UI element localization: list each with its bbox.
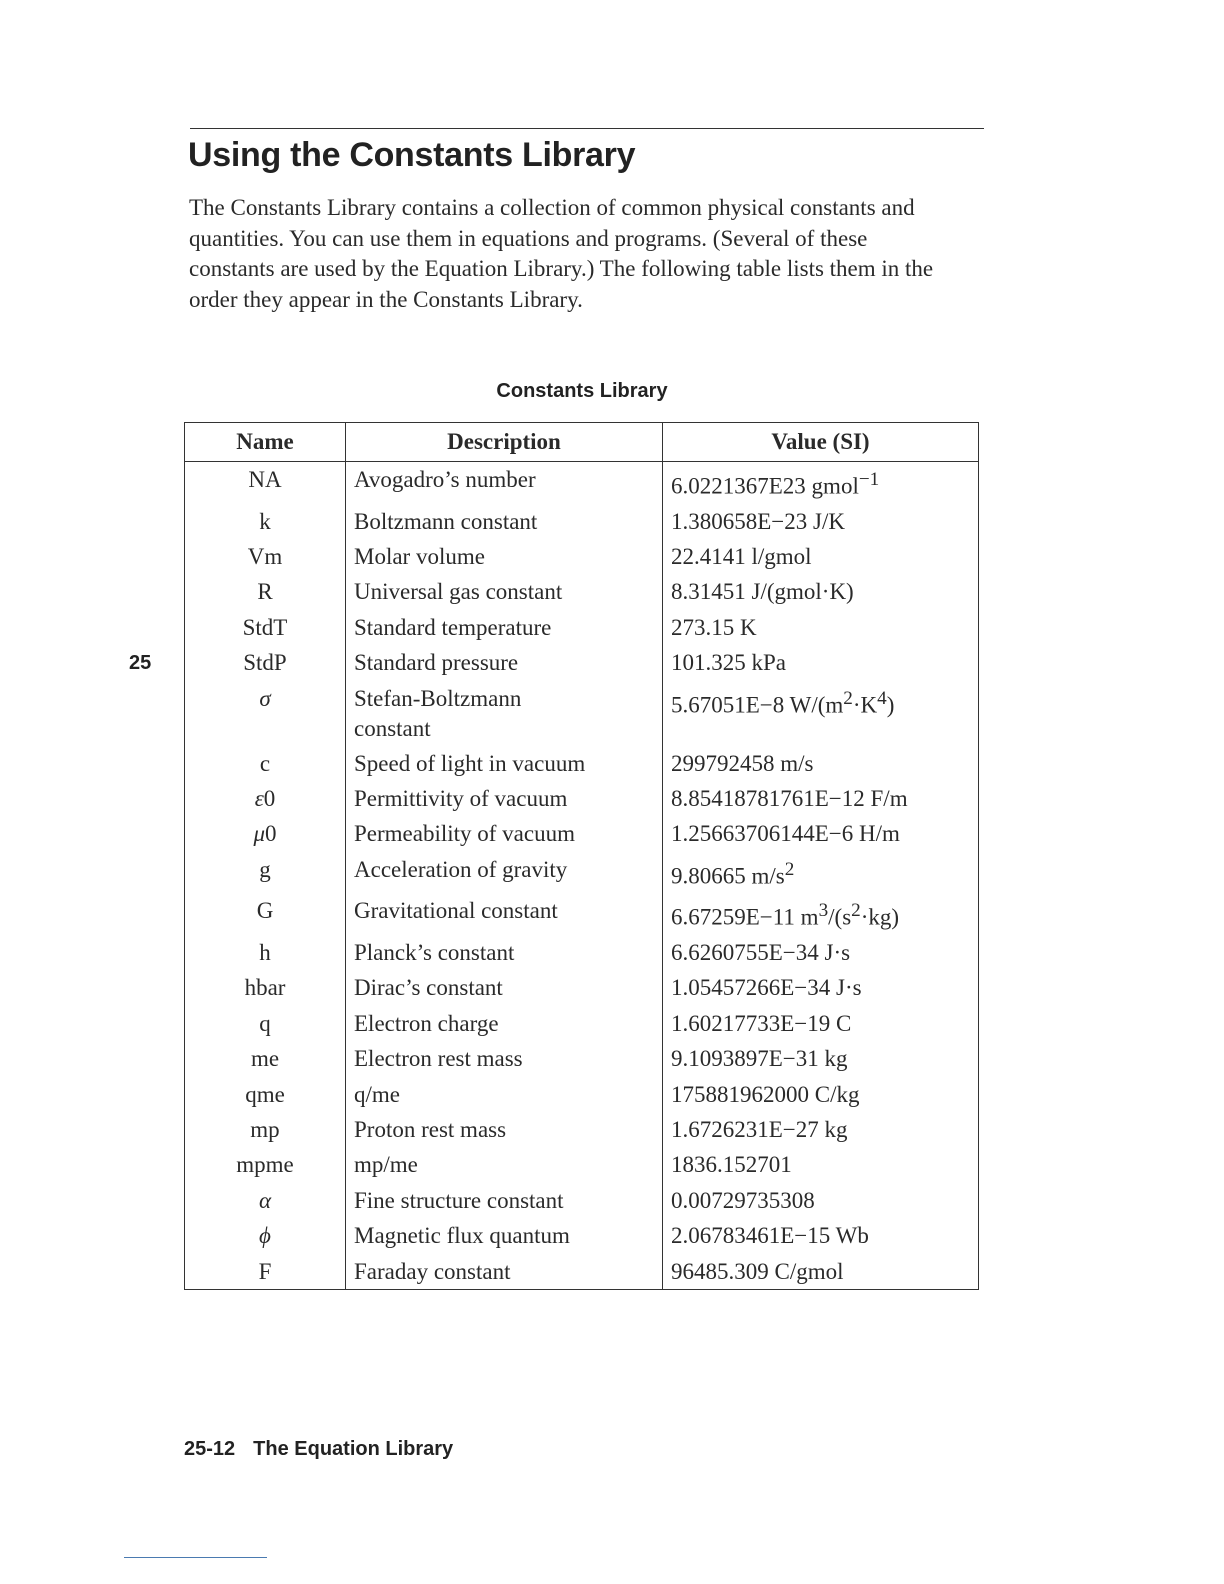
constant-description: Proton rest mass bbox=[346, 1112, 663, 1147]
constant-value: 1.6726231E−27 kg bbox=[663, 1112, 979, 1147]
table-row bbox=[185, 1006, 979, 1041]
constant-value: 96485.309 C/gmol bbox=[663, 1254, 979, 1290]
constant-value: 1.05457266E−34 J·s bbox=[663, 970, 979, 1005]
constant-value: 2.06783461E−15 Wb bbox=[663, 1218, 979, 1253]
table-header-row bbox=[185, 423, 979, 462]
page-title: Using the Constants Library bbox=[188, 136, 636, 174]
constant-description: Electron rest mass bbox=[346, 1041, 663, 1076]
constant-value: 8.31451 J/(gmol·K) bbox=[663, 574, 979, 609]
constant-name: R bbox=[257, 579, 273, 605]
constant-value: 273.15 K bbox=[663, 610, 979, 645]
constant-description: Stefan-Boltzmann constant bbox=[346, 681, 663, 746]
table-row bbox=[185, 1147, 979, 1182]
header-name: Name bbox=[185, 423, 346, 462]
constant-value: 1836.152701 bbox=[663, 1147, 979, 1182]
constant-name: q bbox=[259, 1010, 271, 1036]
table-row bbox=[185, 893, 979, 935]
constant-description: q/me bbox=[346, 1077, 663, 1112]
table-row bbox=[185, 816, 979, 851]
constant-name: me bbox=[250, 1046, 280, 1072]
constant-description: Acceleration of gravity bbox=[346, 852, 663, 894]
page-footer bbox=[184, 1438, 453, 1461]
constant-name: G bbox=[256, 898, 274, 924]
constant-value: 8.85418781761E−12 F/m bbox=[663, 781, 979, 816]
constant-name: NA bbox=[248, 467, 282, 492]
constant-name: μ0 bbox=[253, 821, 277, 847]
constant-name: StdP bbox=[243, 650, 287, 676]
constant-name: ϕ bbox=[259, 1223, 271, 1249]
constant-description: Permittivity of vacuum bbox=[346, 781, 663, 816]
table-row bbox=[185, 781, 979, 816]
constant-description: Boltzmann constant bbox=[346, 504, 663, 539]
footer-title: The Equation Library bbox=[253, 1438, 454, 1460]
constant-name: StdT bbox=[242, 614, 288, 640]
constant-description: Fine structure constant bbox=[346, 1183, 663, 1218]
constant-value: 175881962000 C/kg bbox=[663, 1077, 979, 1112]
table-row bbox=[185, 462, 979, 504]
table-row bbox=[185, 1041, 979, 1076]
constant-value: 1.25663706144E−6 H/m bbox=[663, 816, 979, 851]
constant-value: 299792458 m/s bbox=[663, 746, 979, 781]
constant-description: Standard temperature bbox=[346, 610, 663, 645]
constant-value: 0.00729735308 bbox=[663, 1183, 979, 1218]
table-row bbox=[185, 1077, 979, 1112]
constant-value: 6.67259E−11 $m^3/(s^2\cdot kg)$ bbox=[663, 893, 979, 935]
constant-name: c bbox=[259, 750, 271, 776]
table-row bbox=[185, 1254, 979, 1290]
table-row bbox=[185, 539, 979, 574]
table-caption: Constants Library bbox=[496, 380, 668, 402]
constant-name: mpme bbox=[236, 1152, 294, 1178]
table-row bbox=[185, 970, 979, 1005]
constant-description: Electron charge bbox=[346, 1006, 663, 1041]
constant-name: α bbox=[258, 1187, 272, 1213]
constant-description: Standard pressure bbox=[346, 645, 663, 680]
constant-value: 9.1093897E−31 kg bbox=[663, 1041, 979, 1076]
intro-paragraph: The Constants Library contains a collection of common physical constants and quantities. You can use them in equations and programs. (Several of these constants are used by the Equation Library.) The following table lists them in the order they appear in the Constants Library. bbox=[189, 195, 934, 312]
constant-description: Dirac’s constant bbox=[346, 970, 663, 1005]
table-row bbox=[185, 1183, 979, 1218]
constant-description: Permeability of vacuum bbox=[346, 816, 663, 851]
constant-description: Universal gas constant bbox=[346, 574, 663, 609]
constant-description: Molar volume bbox=[346, 539, 663, 574]
constant-name: qme bbox=[245, 1081, 285, 1107]
constant-value: 9.80665 $m/s^2$ bbox=[663, 852, 979, 894]
constant-value: 1.60217733E−19 C bbox=[663, 1006, 979, 1041]
constant-name: hbar bbox=[244, 975, 286, 1001]
table-row bbox=[185, 504, 979, 539]
constant-value: 101.325 kPa bbox=[663, 645, 979, 680]
scan-edge-line bbox=[124, 1557, 267, 1558]
constants-table bbox=[184, 422, 979, 1290]
table-row bbox=[185, 645, 979, 680]
constant-name: h bbox=[259, 940, 271, 966]
constant-name: F bbox=[258, 1258, 272, 1284]
top-rule bbox=[190, 128, 984, 129]
constant-description: Faraday constant bbox=[346, 1254, 663, 1290]
chapter-tab: 25 bbox=[129, 652, 152, 674]
constant-name: σ bbox=[259, 685, 271, 711]
constant-description: Gravitational constant bbox=[346, 893, 663, 935]
constant-name: Vm bbox=[247, 544, 283, 570]
constant-value: 1.380658E−23 J/K bbox=[663, 504, 979, 539]
table-row bbox=[185, 852, 979, 894]
footer-page-number: 25-12 bbox=[184, 1438, 236, 1460]
constant-description: mp/me bbox=[346, 1147, 663, 1182]
header-value: Value (SI) bbox=[663, 423, 979, 462]
constant-name: ε0 bbox=[254, 786, 276, 811]
table-row bbox=[185, 574, 979, 609]
constant-name: k bbox=[259, 508, 271, 534]
constant-value: 22.4141 l/gmol bbox=[663, 539, 979, 574]
constant-value: 6.6260755E−34 J·s bbox=[663, 935, 979, 970]
constant-description: Magnetic flux quantum bbox=[346, 1218, 663, 1253]
table-row bbox=[185, 610, 979, 645]
constant-description: Avogadro’s number bbox=[346, 462, 663, 504]
table-row bbox=[185, 746, 979, 781]
constant-description: Speed of light in vacuum bbox=[346, 746, 663, 781]
constant-value: 6.0221367E23 gmol$^{-1}$ bbox=[663, 462, 979, 504]
constant-value: 5.67051E−8 $W/(m^2\cdot K^4)$ bbox=[663, 681, 979, 746]
table-row bbox=[185, 1112, 979, 1147]
table-row bbox=[185, 935, 979, 970]
table-row bbox=[185, 681, 979, 746]
constant-name: mp bbox=[250, 1117, 280, 1143]
table-row bbox=[185, 1218, 979, 1253]
constant-name: g bbox=[259, 856, 271, 882]
constant-description: Planck’s constant bbox=[346, 935, 663, 970]
header-description: Description bbox=[346, 423, 663, 462]
